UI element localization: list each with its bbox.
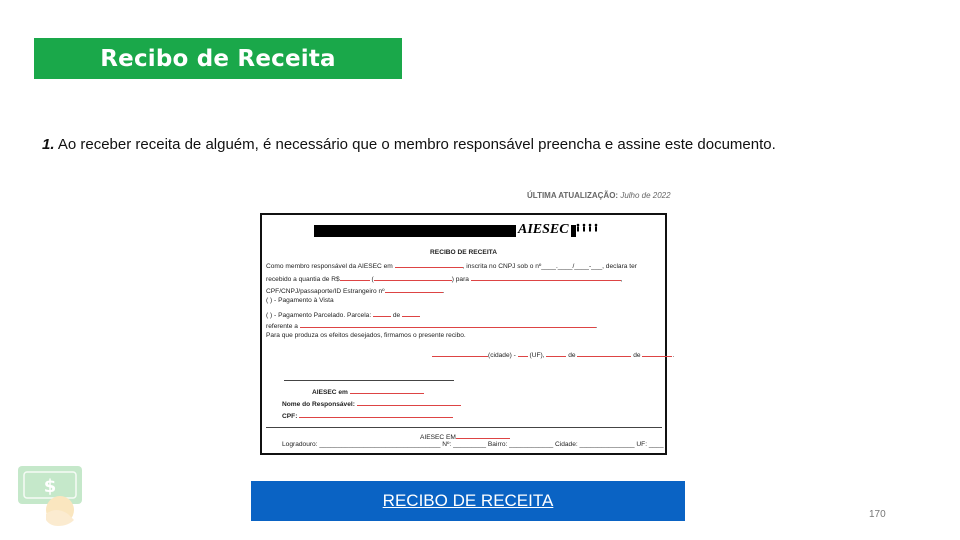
svg-text:$: $	[43, 476, 57, 497]
slide-title: Recibo de Receita	[100, 45, 336, 72]
last-update-value: Julho de 2022	[618, 191, 671, 200]
receipt-document-image	[260, 213, 675, 455]
footer-address: Logradouro: _________________________________ Nº: _________ Bairro: ____________ Cidade: _______________ UF: ____	[282, 441, 664, 448]
document-title: RECIBO DE RECEITA	[430, 249, 497, 256]
sig-name: Nome do Responsável:	[282, 399, 461, 408]
instruction-text	[42, 136, 776, 153]
doc-option-parcelado: ( ) - Pagamento Parcelado. Parcela: de	[266, 310, 659, 320]
doc-closing: Para que produza os efeitos desejados, firmamos o presente recibo.	[266, 332, 466, 339]
doc-option-avista: ( ) - Pagamento à Vista	[266, 297, 334, 304]
doc-paragraph-1: Como membro responsável da AIESEC em , inscrita no CNPJ sob o nº____.____/____-___, declara ter	[266, 263, 637, 270]
doc-referente: referente a .	[266, 323, 598, 330]
sig-aiesec: AIESEC em	[312, 387, 424, 396]
last-update	[527, 191, 671, 200]
receipt-link-button[interactable]	[251, 481, 685, 521]
money-icon	[16, 464, 84, 526]
receipt-link-label[interactable]: RECIBO DE RECEITA	[382, 491, 554, 510]
instruction-body: Ao receber receita de alguém, é necessário que o membro responsável preencha e assine este documento.	[54, 136, 776, 153]
doc-place-date: (cidade) - (UF), de de .	[432, 350, 659, 360]
signature-line	[284, 380, 454, 381]
page-number: 170	[869, 509, 886, 520]
instruction-number: 1.	[42, 136, 55, 153]
aiesec-logo: AIESEC	[518, 222, 569, 237]
slide-title-bar	[34, 38, 402, 79]
doc-paragraph-3: CPF/CNPJ/passaporte/ID Estrangeiro nº .	[266, 288, 445, 295]
logo-figures-icon	[575, 223, 599, 235]
last-update-label: ÚLTIMA ATUALIZAÇÃO:	[527, 191, 619, 200]
footer-aiesec: AIESEC EM	[420, 432, 510, 441]
footer-divider	[266, 427, 662, 428]
doc-paragraph-2: recebido a quantia de R$ ( ) para ,	[266, 276, 623, 283]
sig-cpf: CPF:	[282, 411, 453, 420]
